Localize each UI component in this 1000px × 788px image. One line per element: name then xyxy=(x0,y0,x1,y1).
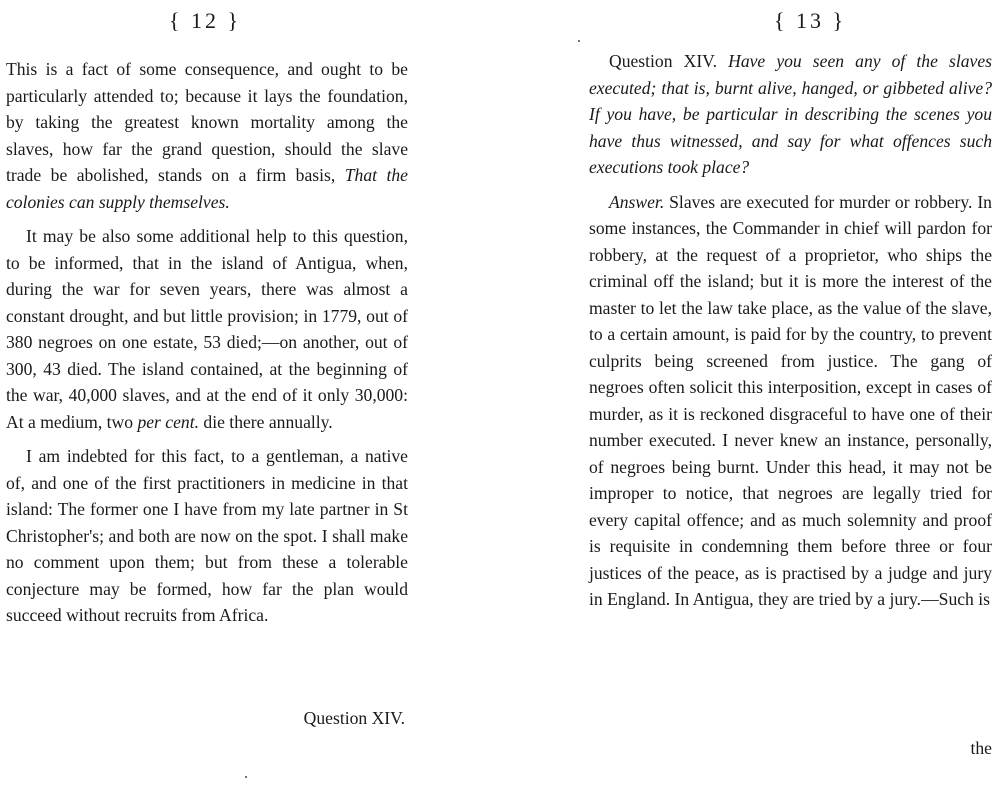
page-number-right: { 13 } xyxy=(773,8,847,33)
left-page-body xyxy=(6,56,408,637)
right-page-body xyxy=(589,48,992,621)
paragraph-indebted: I am indebted for this fact, to a gentleman, a native of, and one of the first practitioners in medicine in that island: The former one I have from my late partner in St Christopher's; and both are now on the spot. I shall make no comment upon them; but from these a tolerable conjecture may be formed, how far the plan would succeed without recruits from Africa. xyxy=(6,446,408,625)
question-paragraph xyxy=(589,48,992,181)
catchword-left: Question XIV. xyxy=(303,708,405,728)
paragraph-antigua-italic: per cent. xyxy=(137,411,200,432)
paragraph-mortality-text: This is a fact of some consequence, and ought to be particularly attended to; because it lays the foundation, by taking the greatest known mortality among the slaves, how far the grand question, should the slave trade be abolished, stands on a firm basis, xyxy=(6,59,408,185)
left-page xyxy=(0,0,420,788)
catchword-right: the xyxy=(970,738,992,758)
paragraph-antigua-text-before: It may be also some additional help to this question, to be informed, that in the island of Antigua, when, during the war for seven years, there was almost a constant drought, and but little provision; in 1779, out of 380 negroes on one estate, 53 died;—on another, out of 300, 43 died. The island contained, at the beginning of the war, 40,000 slaves, and at the end of it only 30,000: At a medium, two xyxy=(6,226,408,432)
right-page xyxy=(580,0,1000,788)
paragraph-antigua xyxy=(6,223,408,435)
answer-label: Answer. xyxy=(609,191,665,212)
paragraph-mortality xyxy=(6,56,408,215)
answer-paragraph xyxy=(589,189,992,613)
page-number-left: { 12 } xyxy=(168,8,242,33)
bottom-speck xyxy=(245,776,247,778)
question-text: Have you seen any of the slaves executed; that is, burnt alive, hanged, or gibbeted alive? If you have, be particular in describing the scenes you have thus witnessed, and say for what offences such executions took place? xyxy=(589,51,992,177)
answer-text: Slaves are executed for murder or robbery. In some instances, the Commander in chief will pardon for robbery, at the request of a proprietor, who ships the criminal off the island; but it is more the interest of the master to let the law take place, as the value of the slave, to a certain amount, is paid for by the country, to prevent culprits being screened from justice. The gang of negroes often solicit this interposition, except in cases of murder, as it is reckoned disgraceful to have one of their number executed. I never knew an instance, personally, of negroes being burnt. Under this head, it may not be improper to notice, that negroes are legally tried for every capital offence; and as much solemnity and proof is requisite in condemning them before three or four justices of the peace, as is practised by a judge and jury in England. In Antigua, they are tried by a jury.—Such is xyxy=(589,191,992,609)
paragraph-mortality-italic: That the colonies can supply themselves. xyxy=(6,165,408,212)
paragraph-antigua-text-after: die there annually. xyxy=(199,411,333,432)
question-label: Question XIV. xyxy=(609,51,718,71)
